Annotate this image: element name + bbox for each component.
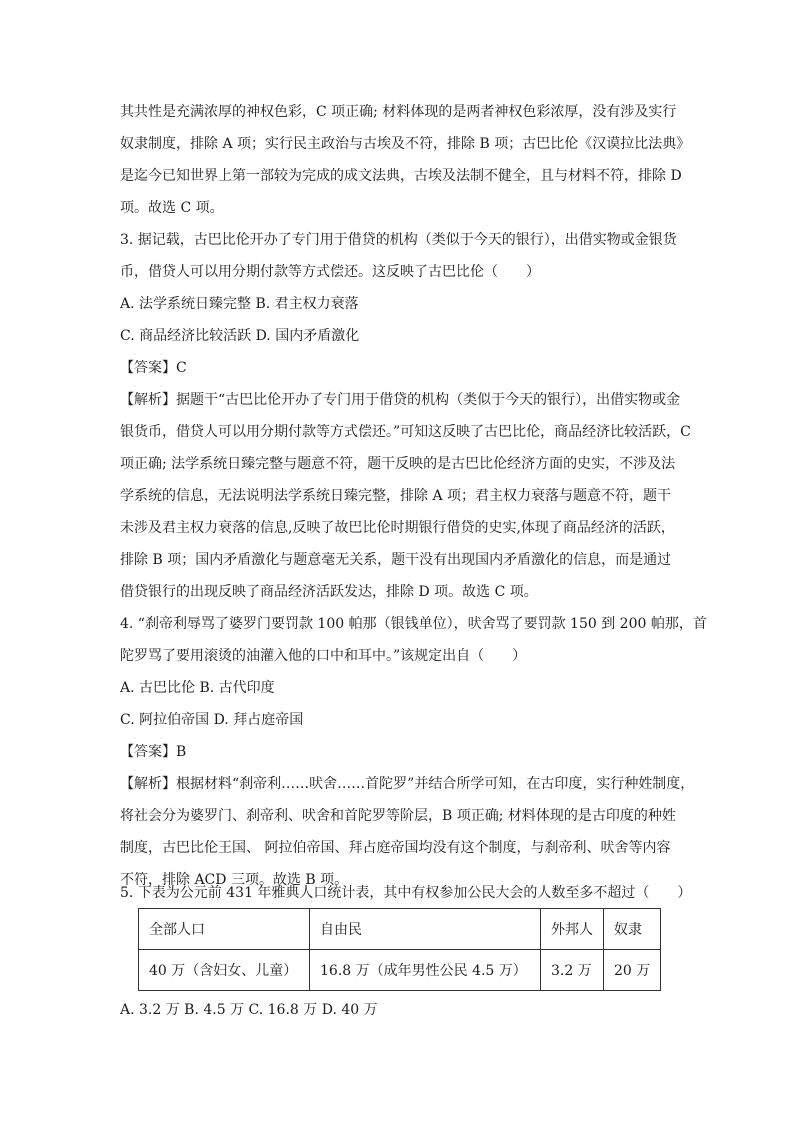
q3-options-line: A. 法学系统日臻完整 B. 君主权力衰落 [120, 296, 359, 312]
table-row [139, 950, 661, 991]
q4-analysis-line: 不符，排除 ACD 三项。故选 B 项。 [120, 872, 349, 888]
q3-analysis-line: 学系统的信息，无法说明法学系统日臻完整，排除 A 项；君主权力衰落与题意不符，题干 [120, 488, 672, 504]
q3-options-line: C. 商品经济比较活跃 D. 国内矛盾激化 [120, 328, 360, 344]
population-table [138, 908, 661, 991]
q4-answer: 【答案】B [120, 744, 187, 760]
table-header-cell: 自由民 [310, 909, 541, 950]
q4-stem-line: 4. “刹帝利辱骂了婆罗门要罚款 100 帕那（银钱单位），吠舍骂了要罚款 150 到 200 帕那，首 [120, 616, 707, 632]
q3-stem-line: 币，借贷人可以用分期付款等方式偿还。这反映了古巴比伦（ ） [120, 264, 540, 280]
q4-analysis-line: 将社会分为婆罗门、刹帝利、吠舍和首陀罗等阶层，B 项正确; 材料体现的是古印度的种姓 [120, 808, 676, 824]
table-header-cell: 外邦人 [541, 909, 604, 950]
q3-analysis-line: 项正确; 法学系统日臻完整与题意不符，题干反映的是古巴比伦经济方面的史实，不涉及法 [120, 456, 676, 472]
q5-stem: 5. 下表为公元前 431 年雅典人口统计表，其中有权参加公民大会的人数至多不超过（ ） [120, 885, 692, 901]
q3-analysis-line: 【解析】据题干“古巴比伦开办了专门用于借贷的机构（类似于今天的银行），出借实物或金 [120, 392, 681, 408]
q3-analysis-line: 未涉及君主权力衰落的信息,反映了故巴比伦时期银行借贷的史实,体现了商品经济的活跃， [120, 520, 675, 536]
table-header-cell: 奴隶 [604, 909, 661, 950]
table-header-row [139, 909, 661, 950]
q4-analysis-line: 制度，古巴比伦王国、 阿拉伯帝国、拜占庭帝国均没有这个制度，与刹帝利、吠舍等内容 [120, 840, 671, 856]
intro-line: 是迄今已知世界上第一部较为完成的成文法典，古埃及法制不健全，且与材料不符，排除 D [120, 168, 682, 184]
q3-analysis-line: 银货币，借贷人可以用分期付款等方式偿还。”可知这反映了古巴比伦，商品经济比较活跃，C [120, 424, 691, 440]
q3-analysis-line: 借贷银行的出现反映了商品经济活跃发达，排除 D 项。故选 C 项。 [120, 584, 538, 600]
q4-options-line: A. 古巴比伦 B. 古代印度 [120, 680, 275, 696]
q3-analysis-line: 排除 B 项；国内矛盾激化与题意毫无关系，题干没有出现国内矛盾激化的信息，而是通过 [120, 552, 672, 568]
table-header-cell: 全部人口 [139, 909, 310, 950]
q4-options-line: C. 阿拉伯帝国 D. 拜占庭帝国 [120, 712, 304, 728]
table-cell: 3.2 万 [541, 950, 604, 991]
q4-analysis-line: 【解析】根据材料“刹帝利……吠舍……首陀罗”并结合所学可知，在古印度，实行种姓制度， [120, 776, 695, 792]
q3-answer: 【答案】C [120, 360, 187, 376]
table-cell: 40 万（含妇女、儿童） [139, 950, 310, 991]
q4-stem-line: 陀罗骂了要用滚烫的油灌入他的口中和耳中。”该规定出自（ ） [120, 648, 527, 664]
table-cell: 16.8 万（成年男性公民 4.5 万） [310, 950, 541, 991]
table-cell: 20 万 [604, 950, 661, 991]
intro-line: 奴隶制度，排除 A 项；实行民主政治与古埃及不符，排除 B 项；古巴比伦《汉谟拉比法典》 [120, 136, 691, 152]
q3-stem-line: 3. 据记载，古巴比伦开办了专门用于借贷的机构（类似于今天的银行），出借实物或金银货 [120, 232, 677, 248]
intro-line: 其共性是充满浓厚的神权色彩，C 项正确; 材料体现的是两者神权色彩浓厚，没有涉及实行 [120, 104, 677, 120]
intro-line: 项。故选 C 项。 [120, 200, 224, 216]
q5-options: A. 3.2 万 B. 4.5 万 C. 16.8 万 D. 40 万 [120, 1002, 378, 1018]
